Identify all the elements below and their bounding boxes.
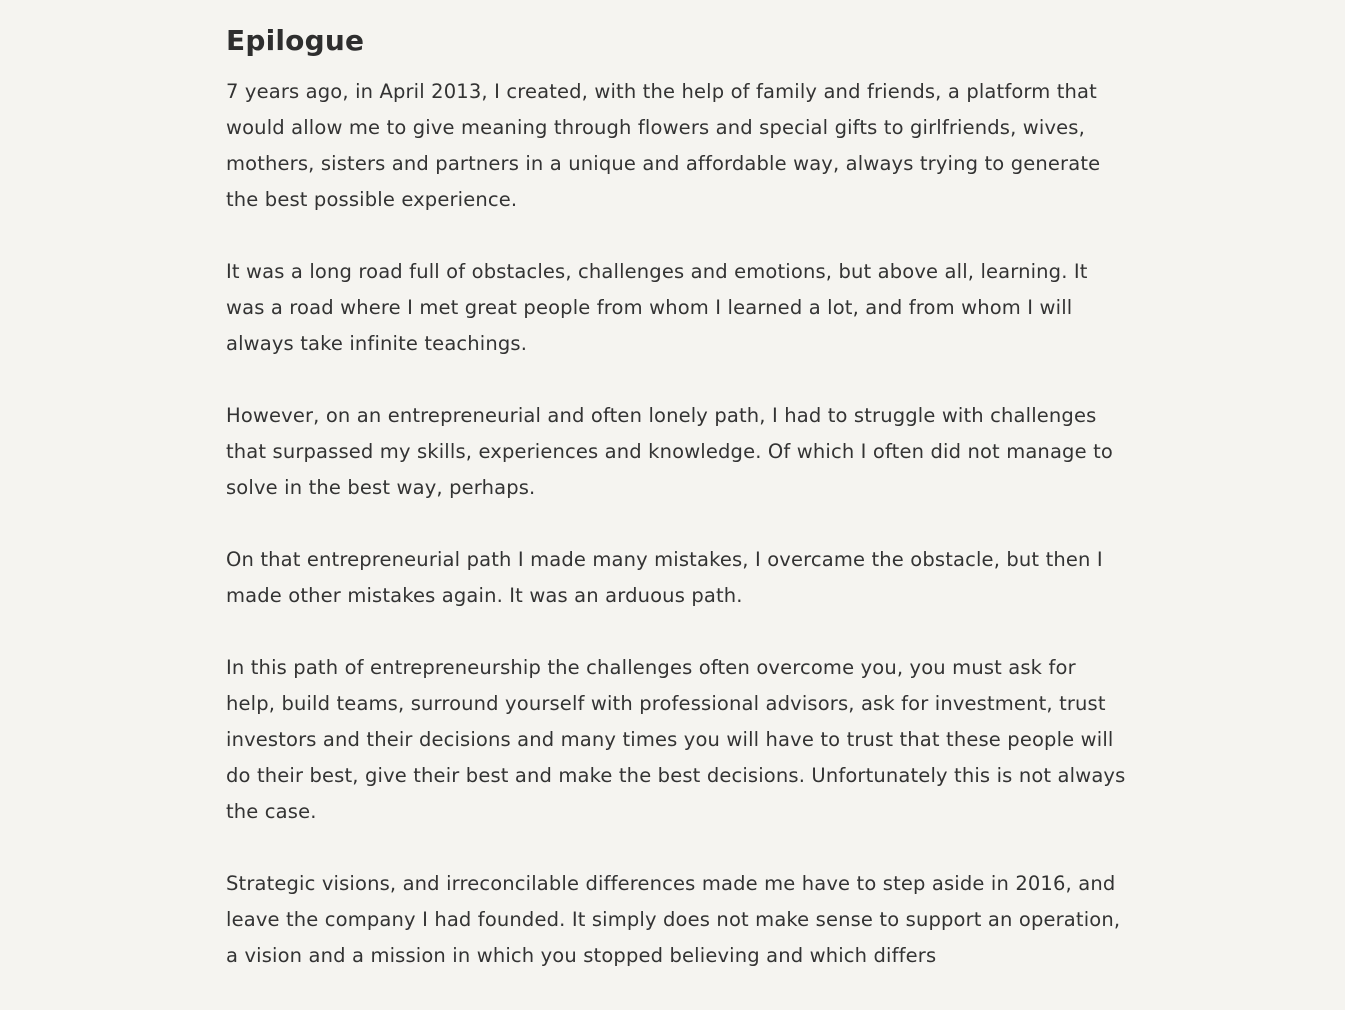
paragraph-3: However, on an entrepreneurial and often lonely path, I had to struggle with challenges that surpassed my skills, experiences and knowledge. Of which I often did not manage to solve in the best way, perhaps. bbox=[226, 404, 1113, 499]
paragraph-4: On that entrepreneurial path I made many mistakes, I overcame the obstacle, but then I made other mistakes again. It was an arduous path. bbox=[226, 548, 1103, 607]
section-heading: Epilogue bbox=[226, 24, 365, 57]
paragraph-2: It was a long road full of obstacles, challenges and emotions, but above all, learning. It was a road where I met great people from whom I learned a lot, and from whom I will always take infinite teachings. bbox=[226, 260, 1088, 355]
paragraph-6: Strategic visions, and irreconcilable differences made me have to step aside in 2016, and leave the company I had founded. It simply does not make sense to support an operation, a vision and a mission in which you stopped believing and which differs bbox=[226, 872, 1121, 967]
paragraph-5: In this path of entrepreneurship the challenges often overcome you, you must ask for help, build teams, surround yourself with professional advisors, ask for investment, trust investors and their decisions and many times you will have to trust that these people will do their best, give their best and make the best decisions. Unfortunately this is not always the case. bbox=[226, 656, 1126, 823]
paragraph-1: 7 years ago, in April 2013, I created, with the help of family and friends, a platform that would allow me to give meaning through flowers and special gifts to girlfriends, wives, mothers, sisters and partners in a unique and affordable way, always trying to generate the best possible experience. bbox=[226, 80, 1101, 211]
article bbox=[226, 22, 1131, 1010]
